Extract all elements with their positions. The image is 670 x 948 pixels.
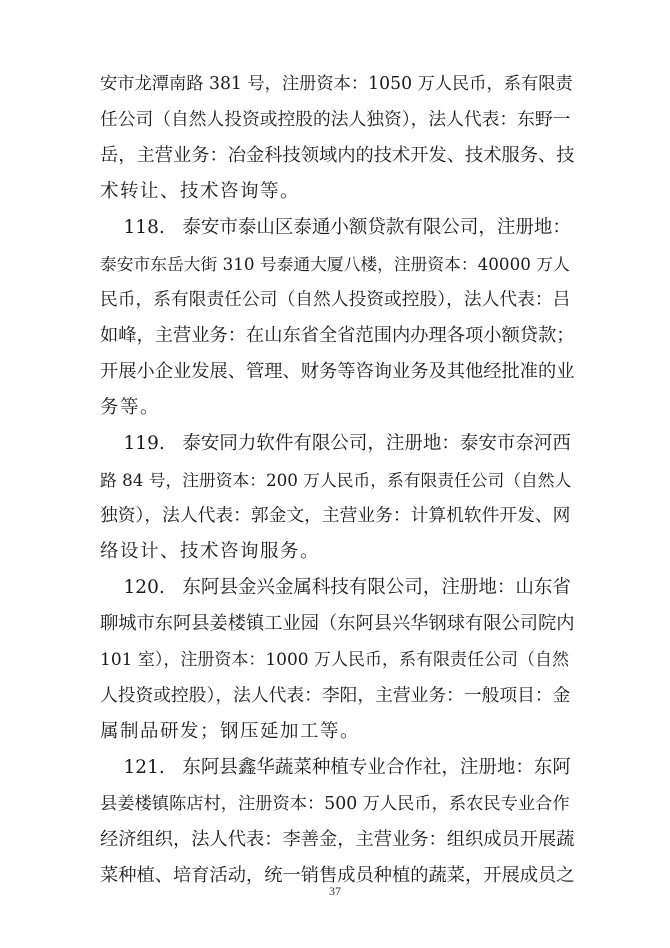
text-line: 属制品研发；钢压延加工等。	[100, 721, 361, 742]
text-line: 络设计、技术咨询服务。	[100, 541, 321, 562]
document-body	[100, 66, 575, 894]
text-line: 路 84 号，注册资本：200 万人民币，系有限责任公司（自然人	[100, 470, 572, 490]
text-line: 经济组织，法人代表：李善金，主营业务：组织成员开展蔬	[100, 829, 575, 850]
text-line: 县姜楼镇陈店村，注册资本：500 万人民币，系农民专业合作	[100, 794, 570, 814]
text-line-item-120: 120. 东阿县金兴金属科技有限公司，注册地：山东省	[100, 577, 571, 598]
text-line-item-121: 121. 东阿县鑫华蔬菜种植专业合作社，注册地：东阿	[100, 757, 571, 778]
text-line: 民币，系有限责任公司（自然人投资或控股），法人代表：吕	[100, 290, 571, 310]
text-line-item-118: 118. 泰安市泰山区泰通小额贷款有限公司，注册地：	[100, 217, 571, 238]
text-line: 101 室），注册资本：1000 万人民币，系有限责任公司（自然	[100, 650, 570, 670]
text-line-item-119: 119. 泰安同力软件有限公司，注册地：泰安市奈河西	[100, 433, 571, 454]
text-line: 岳，主营业务：冶金科技领域内的技术开发、技术服务、技	[100, 145, 575, 166]
text-line: 泰安市东岳大街 310 号泰通大厦八楼，注册资本：40000 万人	[100, 254, 570, 274]
text-line: 安市龙潭南路 381 号，注册资本：1050 万人民币，系有限责	[100, 74, 573, 94]
text-line: 术转让、技术咨询等。	[100, 181, 301, 202]
text-line: 聊城市东阿县姜楼镇工业园（东阿县兴华钢球有限公司院内	[100, 613, 575, 634]
text-line: 菜种植、培育活动，统一销售成员种植的蔬菜，开展成员之	[100, 865, 575, 886]
text-line: 独资），法人代表：郭金文，主营业务：计算机软件开发、网	[100, 506, 571, 526]
text-line: 如峰，主营业务：在山东省全省范围内办理各项小额贷款；	[100, 325, 575, 346]
page-number: 37	[329, 884, 341, 898]
text-line: 人投资或控股），法人代表：李阳，主营业务：一般项目：金	[100, 686, 571, 706]
text-line: 任公司（自然人投资或控股的法人独资），法人代表：东野一	[100, 110, 571, 130]
text-line: 务等。	[100, 397, 161, 418]
text-line: 开展小企业发展、管理、财务等咨询业务及其他经批准的业	[100, 361, 575, 382]
